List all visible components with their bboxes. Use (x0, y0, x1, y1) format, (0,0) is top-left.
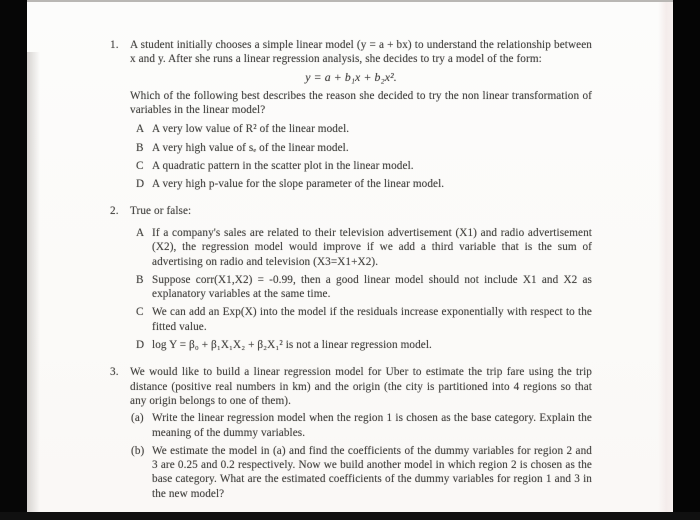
option-row (136, 122, 592, 136)
subitem-label: (b) (131, 444, 145, 457)
option-label: A (136, 123, 145, 136)
option-text: A quadratic pattern in the scatter plot in the linear model. (152, 160, 414, 173)
question-2-options-list (130, 226, 592, 356)
question-1-prompt: Which of the following best describes the reason she decided to try the non linear transformation of variables in the linear model? (130, 89, 592, 117)
subitem-row (131, 444, 592, 501)
question-1-options-list (130, 122, 592, 195)
question-1-intro-row (110, 38, 592, 67)
right-black-bar (673, 0, 700, 520)
question-2-intro: True or false: (130, 204, 192, 217)
option-text: If a company's sales are related to their television advertisement (X1) and radio advertisement (X2), the regression model would improve if we add a third variable that is the sum of advertising on radio and television (X3=X1+X2). (152, 226, 592, 268)
option-row (136, 177, 592, 191)
option-row (136, 226, 592, 269)
option-row (136, 273, 592, 302)
document-page (27, 0, 673, 512)
question-3-subitems-list (130, 411, 592, 505)
question-1-prompt-row (110, 89, 592, 118)
question-3-subitems (110, 411, 592, 505)
option-label: C (136, 306, 144, 319)
option-row (136, 338, 592, 352)
question-1 (110, 38, 592, 196)
question-2-options (110, 226, 592, 356)
question-3-intro: We would like to build a linear regression model for Uber to estimate the trip fare using the trip distance (positive real numbers in km) and the origin (the city is partitioned into 4 regions so that any origin belongs to one of them). (130, 366, 592, 407)
bottom-black-bar (0, 512, 700, 520)
option-text: log Y = β₀ + β₁X₁X₂ + β₂X₁² is not a linear regression model. (152, 339, 432, 352)
question-2-intro-row (110, 204, 592, 218)
subitem-label: (a) (131, 412, 144, 425)
option-text: A very low value of R² of the linear model. (152, 123, 350, 136)
page-right-edge (658, 0, 673, 512)
question-1-display-formula: y = a + b₁x + b₂x². (305, 69, 397, 84)
question-2 (110, 204, 592, 357)
spacer (110, 89, 130, 118)
option-label: D (136, 178, 145, 191)
option-text: Suppose corr(X1,X2) = -0.99, then a good linear model should not include X1 and X2 as explanatory variables at the same time. (152, 273, 592, 301)
question-2-number: 2. (110, 204, 119, 217)
option-row (136, 159, 592, 173)
left-black-bar (0, 0, 27, 520)
subitem-row (131, 411, 592, 440)
option-label: B (136, 273, 144, 286)
option-text: A very high value of sₑ of the linear model. (152, 141, 349, 154)
question-3-number: 3. (110, 366, 119, 379)
option-text: We can add an Exp(X) into the model if the residuals increase exponentially with respect to the fitted value. (152, 306, 592, 333)
option-label: D (136, 339, 145, 352)
spacer (110, 226, 130, 356)
spacer (110, 411, 130, 505)
option-text: A very high p-value for the slope parameter of the linear model. (152, 178, 445, 191)
option-label: B (136, 141, 144, 154)
question-1-number: 1. (110, 39, 119, 51)
question-3-intro-row (110, 365, 592, 408)
page-left-edge-shadow (27, 52, 40, 512)
subitem-text: We estimate the model in (a) and find the coefficients of the dummy variables for region 2 and 3 are 0.25 and 0.2 respectively. Now we build another model in which region 2 is chosen as the base category. What are the estimated coefficients of the dummy variables for region 1 and 3 in the new model? (152, 444, 592, 500)
question-3 (110, 365, 592, 505)
option-row (136, 141, 592, 155)
subitem-text: Write the linear regression model when the region 1 is chosen as the base category. Explain the meaning of the dummy variables. (152, 412, 592, 439)
exam-content (110, 38, 592, 505)
option-row (136, 305, 592, 334)
screen-top-edge (27, 0, 673, 2)
question-1-intro: A student initially chooses a simple linear model (y = a + bx) to understand the relationship between x and y. After she runs a linear regression analysis, she decides to try a model of the form: (130, 39, 592, 66)
spacer (110, 122, 130, 195)
option-label: C (136, 160, 144, 173)
question-1-options (110, 122, 592, 195)
option-label: A (136, 226, 145, 239)
